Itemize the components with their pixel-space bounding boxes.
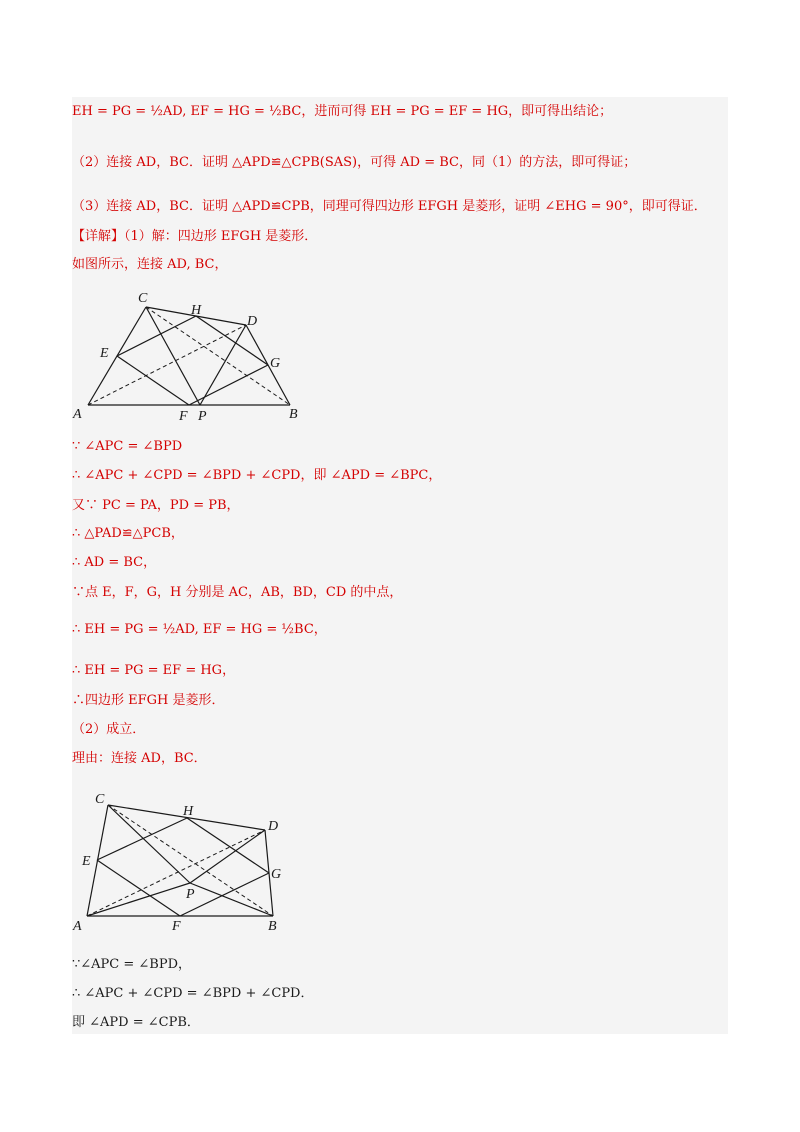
segment-EF xyxy=(117,356,189,405)
proof-line-14: ∴四边形 EFGH 是菱形． xyxy=(72,693,225,708)
proof-line-19: 即 ∠APD = ∠CPB． xyxy=(72,1015,200,1030)
proof-line-9: ∴ △PAD≌△PCB， xyxy=(72,526,184,541)
label-E: E xyxy=(82,854,91,869)
label-F: F xyxy=(179,409,188,424)
label-H: H xyxy=(183,804,194,819)
label-C: C xyxy=(95,792,105,807)
proof-line-connect: 如图所示，连接 AD, BC， xyxy=(72,257,228,272)
proof-line-15: （2）成立． xyxy=(72,722,146,737)
segment-HG xyxy=(187,818,269,873)
proof-line-17: ∵∠APC = ∠BPD， xyxy=(72,957,192,972)
label-B: B xyxy=(268,919,277,934)
label-H: H xyxy=(191,303,202,318)
dashed-AD xyxy=(87,830,265,916)
detail-heading: 【详解】（1）解：四边形 EFGH 是菱形． xyxy=(72,229,318,244)
solution-line-3: （3）连接 AD，BC．证明 △APD≌CPB，同理可得四边形 EFGH 是菱形，证明 ∠EHG = 90°，即可得证． xyxy=(72,199,707,214)
proof-line-13: ∴ EH = PG = EF = HG， xyxy=(72,663,236,678)
segment-FG xyxy=(189,365,268,405)
proof-line-10: ∴ AD = BC， xyxy=(72,555,157,570)
document-page xyxy=(72,97,728,1034)
label-G: G xyxy=(271,867,282,882)
solution-line-2: （2）连接 AD，BC．证明 △APD≌△CPB(SAS)，可得 AD = BC，同（1）的方法，即可得证； xyxy=(72,155,637,170)
segment-DP xyxy=(200,325,246,405)
proof-line-12: ∴ EH = PG = ½AD, EF = HG = ½BC， xyxy=(72,622,327,637)
solution-line-1: EH = PG = ½AD, EF = HG = ½BC，进而可得 EH = PG = EF = HG，即可得出结论； xyxy=(72,104,613,119)
label-D: D xyxy=(247,314,258,329)
proof-line-8: 又∵ PC = PA，PD = PB， xyxy=(72,498,240,513)
label-B: B xyxy=(289,407,298,422)
label-A: A xyxy=(73,919,82,934)
segment-EF xyxy=(97,860,180,916)
label-E: E xyxy=(100,346,109,361)
proof-line-18: ∴ ∠APC + ∠CPD = ∠BPD + ∠CPD． xyxy=(72,986,314,1001)
label-P: P xyxy=(198,409,207,424)
proof-line-7: ∴ ∠APC + ∠CPD = ∠BPD + ∠CPD，即 ∠APD = ∠BPC， xyxy=(72,468,442,483)
label-A: A xyxy=(73,407,82,422)
proof-line-6: ∵ ∠APC = ∠BPD xyxy=(72,439,183,454)
label-G: G xyxy=(270,356,281,371)
proof-line-16: 理由：连接 AD，BC． xyxy=(72,751,207,766)
geometry-figure-1 xyxy=(72,287,312,427)
label-F: F xyxy=(172,919,181,934)
label-C: C xyxy=(138,291,148,306)
segment-CP xyxy=(146,307,200,405)
segment-PD xyxy=(190,830,265,883)
proof-line-11: ∵点 E，F，G，H 分别是 AC，AB，BD，CD 的中点， xyxy=(72,585,403,600)
geometry-figure-2 xyxy=(72,785,312,935)
label-D: D xyxy=(268,819,279,834)
segment-EH xyxy=(97,818,187,860)
segment-HG xyxy=(196,316,268,365)
label-P: P xyxy=(186,887,195,902)
